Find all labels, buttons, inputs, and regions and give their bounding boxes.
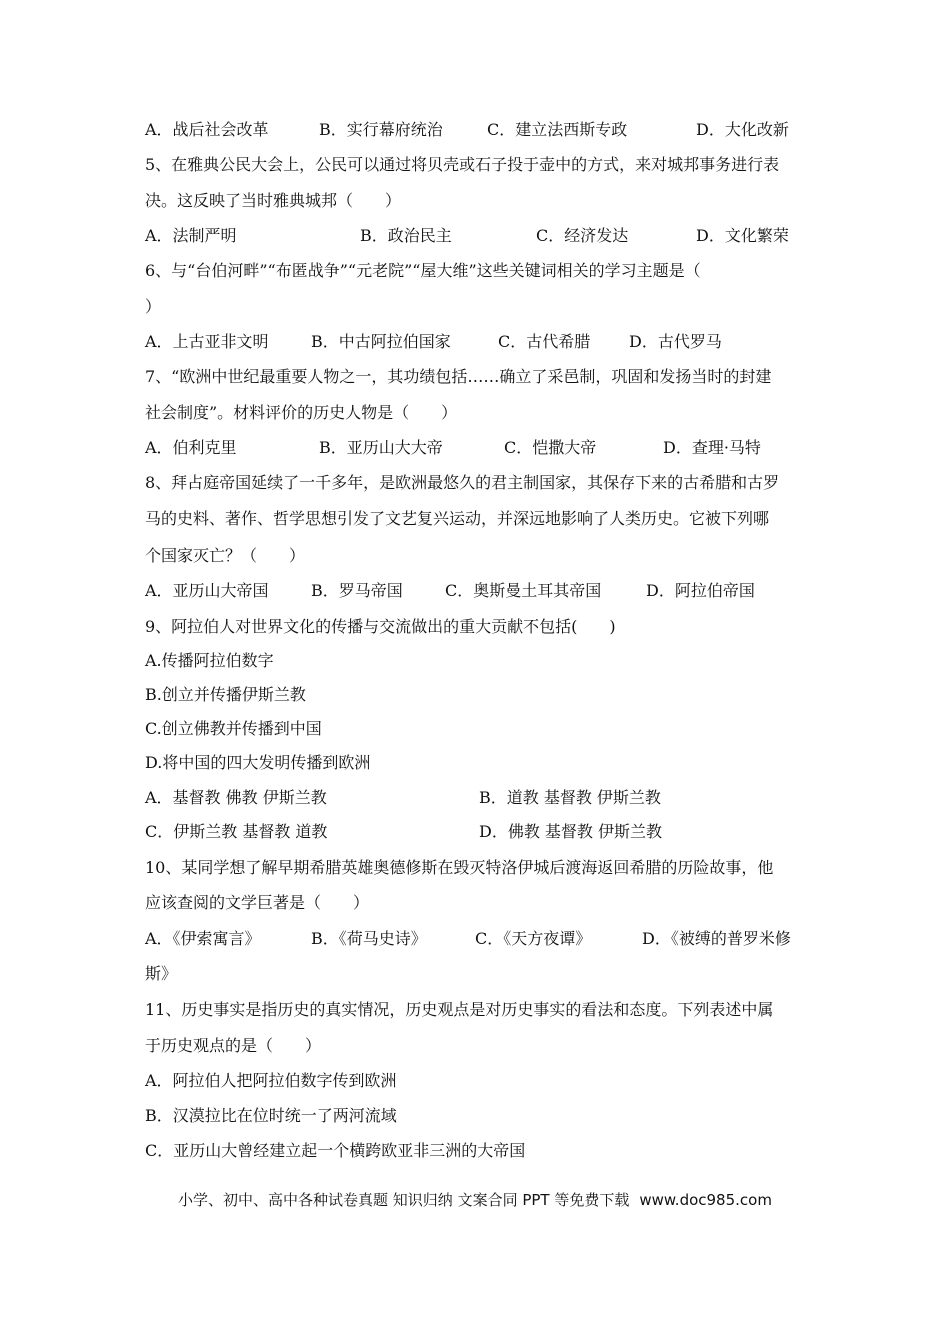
q8-option-b: B．罗马帝国 [311, 581, 403, 600]
q9-item-a: A.传播阿拉伯数字 [145, 651, 274, 670]
q9-item-d: D.将中国的四大发明传播到欧洲 [145, 753, 371, 772]
q10-option-d: D．《被缚的普罗米修 [642, 929, 791, 948]
q10-option-b: B．《荷马史诗》 [311, 929, 427, 948]
q9-option-a: A．基督教 佛教 伊斯兰教 [145, 788, 327, 807]
q8-stem-line-2: 马的史料、著作、哲学思想引发了文艺复兴运动，并深远地影响了人类历史。它被下列哪 [145, 509, 770, 528]
q11-option-c: C．亚历山大曾经建立起一个横跨欧亚非三洲的大帝国 [145, 1141, 526, 1160]
q5-stem-line-2: 决。这反映了当时雅典城邦（ ） [145, 191, 402, 210]
q6-stem-line-1: 6、与“台伯河畔”“布匿战争”“元老院”“屋大维”这些关键词相关的学习主题是（ [145, 261, 701, 280]
q11-option-b: B．汉漠拉比在位时统一了两河流域 [145, 1106, 397, 1125]
q7-option-d: D．查理·马特 [663, 438, 761, 457]
q9-option-c: C．伊斯兰教 基督教 道教 [145, 822, 328, 841]
q4-option-d: D．大化改新 [696, 120, 789, 139]
q9-stem: 9、阿拉伯人对世界文化的传播与交流做出的重大贡献不包括( ) [145, 617, 616, 636]
q9-item-b: B.创立并传播伊斯兰教 [145, 685, 306, 704]
q6-stem-line-2: ） [145, 297, 162, 316]
q5-stem-line-1: 5、在雅典公民大会上，公民可以通过将贝壳或石子投于壶中的方式，来对城邦事务进行表 [145, 155, 780, 174]
q10-option-a: A．《伊索寓言》 [145, 929, 261, 948]
q9-item-c: C.创立佛教并传播到中国 [145, 719, 322, 738]
q8-option-d: D．阿拉伯帝国 [646, 581, 755, 600]
q10-stem-line-1: 10、某同学想了解早期希腊英雄奥德修斯在毁灭特洛伊城后渡海返回希腊的历险故事，他 [145, 858, 774, 877]
q8-stem-line-1: 8、拜占庭帝国延续了一千多年，是欧洲最悠久的君主制国家，其保存下来的古希腊和古罗 [145, 473, 780, 492]
footer-site-link[interactable]: www.doc985.com [639, 1191, 772, 1209]
q8-stem-line-3: 个国家灭亡？（ ） [145, 546, 306, 565]
page-footer [0, 1190, 950, 1210]
q4-option-b: B．实行幕府统治 [319, 120, 443, 139]
q11-stem-line-2: 于历史观点的是（ ） [145, 1036, 322, 1055]
q5-option-d: D．文化繁荣 [696, 226, 789, 245]
q4-option-a: A．战后社会改革 [145, 120, 269, 139]
q6-option-b: B．中古阿拉伯国家 [311, 332, 451, 351]
q6-option-c: C．古代希腊 [498, 332, 591, 351]
q7-stem-line-2: 社会制度”。材料评价的历史人物是（ ） [145, 403, 458, 422]
q10-option-d-wrap: 斯》 [145, 964, 178, 983]
footer-text: 小学、初中、高中各种试卷真题 知识归纳 文案合同 PPT 等免费下载 [178, 1191, 630, 1209]
q9-option-b: B．道教 基督教 伊斯兰教 [479, 788, 661, 807]
q10-option-c: C．《天方夜谭》 [475, 929, 592, 948]
q6-option-a: A．上古亚非文明 [145, 332, 269, 351]
q5-option-b: B．政治民主 [360, 226, 452, 245]
q7-option-b: B．亚历山大大帝 [319, 438, 443, 457]
q9-option-d: D．佛教 基督教 伊斯兰教 [479, 822, 663, 841]
q8-option-c: C．奥斯曼土耳其帝国 [445, 581, 602, 600]
q4-option-c: C．建立法西斯专政 [487, 120, 628, 139]
q10-stem-line-2: 应该查阅的文学巨著是（ ） [145, 893, 370, 912]
q6-option-d: D．古代罗马 [629, 332, 722, 351]
q7-option-c: C．恺撒大帝 [504, 438, 597, 457]
q5-option-c: C．经济发达 [536, 226, 629, 245]
q8-option-a: A．亚历山大帝国 [145, 581, 269, 600]
q11-option-a: A．阿拉伯人把阿拉伯数字传到欧洲 [145, 1071, 397, 1090]
q11-stem-line-1: 11、历史事实是指历史的真实情况，历史观点是对历史事实的看法和态度。下列表述中属 [145, 1000, 774, 1019]
q7-stem-line-1: 7、“欧洲中世纪最重要人物之一，其功绩包括……确立了采邑制，巩固和发扬当时的封建 [145, 367, 772, 386]
q7-option-a: A．伯利克里 [145, 438, 237, 457]
q5-option-a: A．法制严明 [145, 226, 237, 245]
